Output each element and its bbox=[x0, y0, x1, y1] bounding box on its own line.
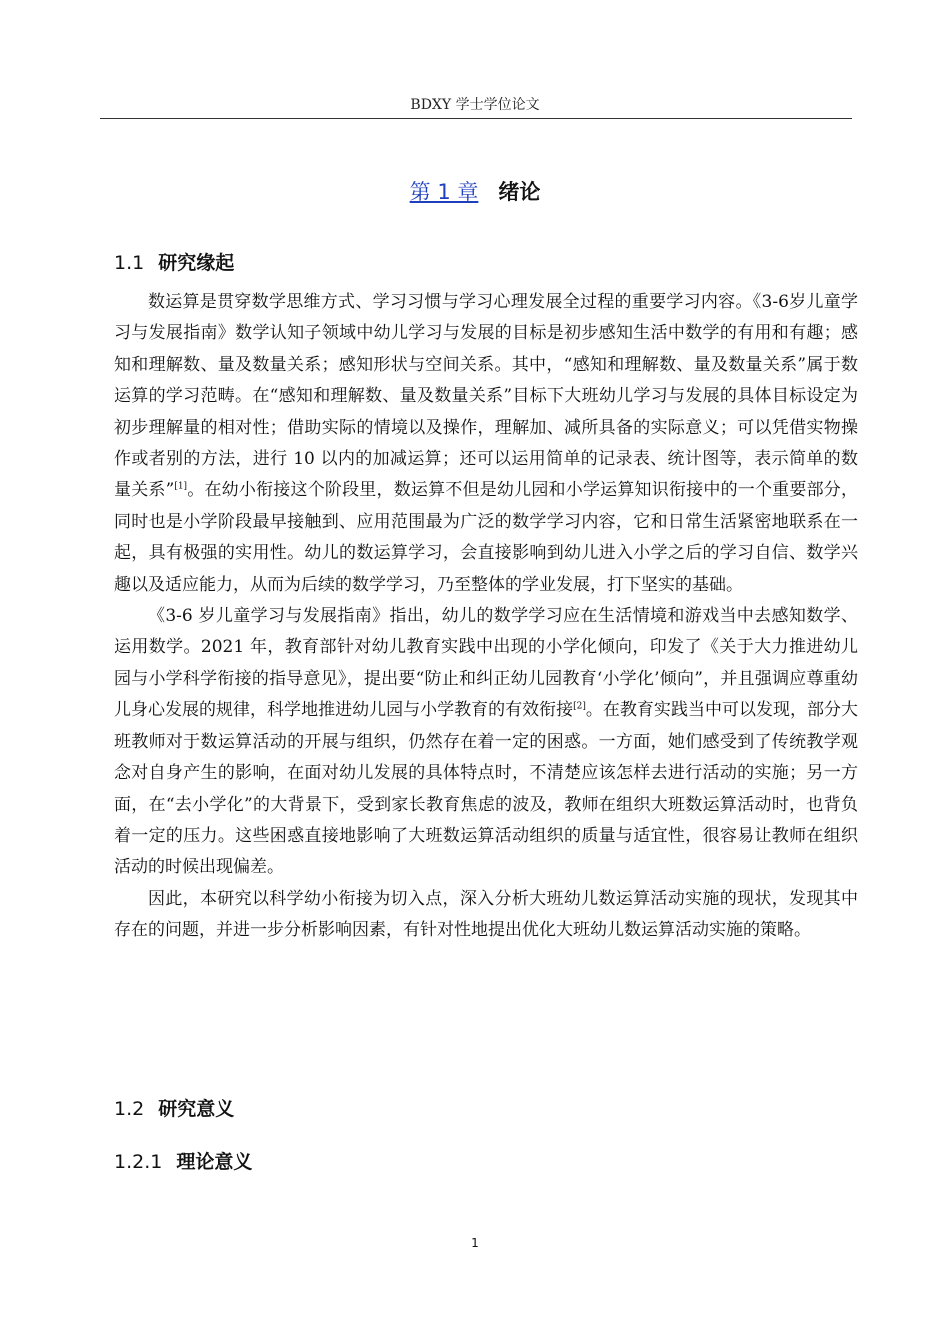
section-title: 研究意义 bbox=[158, 1098, 235, 1120]
section-heading-1-1 bbox=[114, 248, 234, 275]
body-text bbox=[114, 287, 858, 947]
paragraph-text: 。在教育实践当中可以发现，部分大班教师对于数运算活动的开展与组织，仍然存在着一定的困惑。一方面，她们感受到了传统教学观念对自身产生的影响，在面对幼儿发展的具体特点时，不清楚应该怎样去进行活动的实施；另一方面，在“去小学化”的大背景下，受到家长教育焦虑的波及，教师在组织大班数运算活动时，也背负着一定的压力。这些困惑直接地影响了大班数运算活动组织的质量与适宜性，很容易让教师在组织活动的时候出现偏差。 bbox=[114, 700, 858, 878]
page-number: 1 bbox=[471, 1236, 479, 1250]
paragraph-text: 。在幼小衔接这个阶段里，数运算不但是幼儿园和小学运算知识衔接中的一个重要部分，同时也是小学阶段最早接触到、应用范围最为广泛的数学学习内容，它和日常生活紧密地联系在一起，具有极强的实用性。幼儿的数运算学习，会直接影响到幼儿进入小学之后的学习自信、数学兴趣以及适应能力，从而为后续的数学学习，乃至整体的学业发展，打下坚实的基础。 bbox=[114, 480, 858, 595]
section-number: 1.1 bbox=[114, 252, 145, 274]
section-heading-1-2 bbox=[114, 1094, 234, 1121]
paragraph-text: 因此，本研究以科学幼小衔接为切入点，深入分析大班幼儿数运算活动实施的现状，发现其中存在的问题，并进一步分析影响因素，有针对性地提出优化大班幼儿数运算活动实施的策略。 bbox=[114, 888, 858, 941]
subsection-title: 理论意义 bbox=[176, 1151, 253, 1173]
header-rule bbox=[100, 118, 852, 119]
paragraph-1 bbox=[114, 287, 858, 601]
chapter-heading bbox=[0, 176, 950, 206]
subsection-heading-1-2-1 bbox=[114, 1147, 252, 1174]
citation-ref: [1] bbox=[174, 481, 188, 492]
subsection-number: 1.2.1 bbox=[114, 1151, 163, 1173]
citation-ref: [2] bbox=[573, 701, 586, 712]
paragraph-text: 《3-6 岁儿童学习与发展指南》指出，幼儿的数学学习应在生活情境和游戏当中去感知数学、运用数学。2021 年，教育部针对幼儿教育实践中出现的小学化倾向，印发了《关于大力推进幼儿园与小学科学衔接的指导意见》，提出要“防止和纠正幼儿园教育‘小学化’倾向”，并且强调应尊重幼儿身心发展的规律，科学地推进幼儿园与小学教育的有效衔接 bbox=[114, 606, 858, 721]
paragraph-text: 数运算是贯穿数学思维方式、学习习惯与学习心理发展全过程的重要学习内容。《3-6岁儿童学习与发展指南》数学认知子领域中幼儿学习与发展的目标是初步感知生活中数学的有用和有趣；感知和理解数、量及数量关系；感知形状与空间关系。其中，“感知和理解数、量及数量关系”属于数运算的学习范畴。在“感知和理解数、量及数量关系”目标下大班幼儿学习与发展的具体目标设定为初步理解量的相对性；借助实际的情境以及操作，理解加、减所具备的实际意义；可以凭借实物操作或者别的方法，进行 10 以内的加减运算；还可以运用简单的记录表、统计图等，表示简单的数量关系” bbox=[114, 292, 858, 501]
chapter-title: 绪论 bbox=[498, 180, 541, 204]
running-header: BDXY 学士学位论文 bbox=[410, 97, 540, 113]
section-number: 1.2 bbox=[114, 1098, 145, 1120]
paragraph-2 bbox=[114, 601, 858, 884]
section-title: 研究缘起 bbox=[158, 252, 235, 274]
paragraph-3 bbox=[114, 884, 858, 947]
chapter-number-link[interactable]: 第 1 章 bbox=[409, 180, 479, 204]
